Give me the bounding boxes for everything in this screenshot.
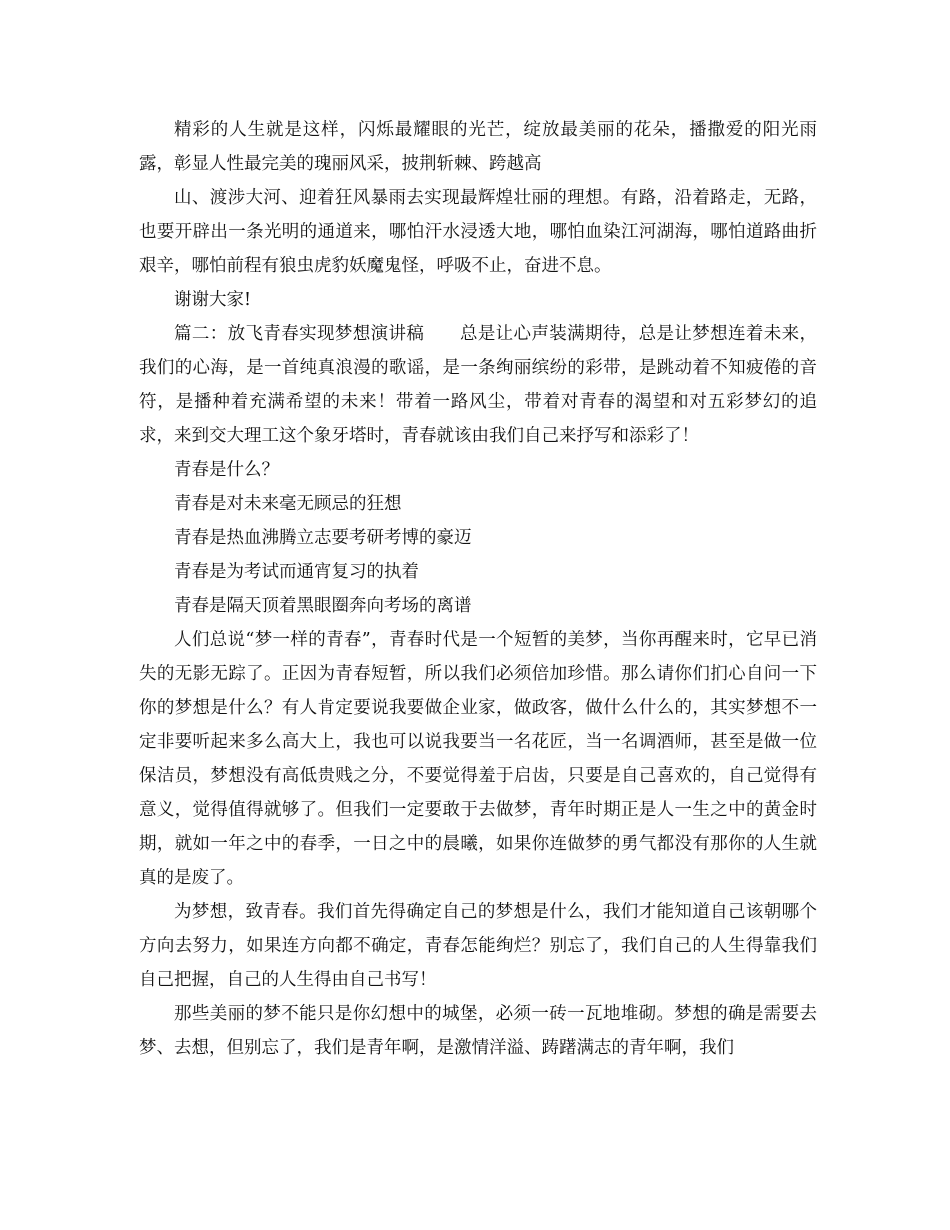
paragraph-5: 青春是什么？ [174,460,279,480]
paragraph-7: 青春是热血沸腾立志要考研考博的豪迈 [174,528,472,548]
paragraph-6: 青春是对未来毫无顾忌的狂想 [174,494,402,514]
paragraph-10: 人们总说“梦一样的青春”，青春时代是一个短暂的美梦，当你再醒来时，它早已消失的无影无踪了。正因为青春短暂，所以我们必须倍加珍惜。那么请你们扪心自问一下你的梦想是什么？有人肯定要说我要做企业家，做政客，做什么什么的，其实梦想不一定非要听起来多么高大上，我也可以说我要当一名花匠，当一名调酒师，甚至是做一位保洁员，梦想没有高低贵贱之分，不要觉得羞于启齿，只要是自己喜欢的，自己觉得有意义，觉得值得就够了。但我们一定要敢于去做梦，青年时期正是人一生之中的黄金时期，就如一年之中的春季，一日之中的晨曦，如果你连做梦的勇气都没有那你的人生就真的是废了。 [139,630,817,888]
paragraph-4: 篇二：放飞青春实现梦想演讲稿 总是让心声装满期待，总是让梦想连着未来，我们的心海，是一首纯真浪漫的歌谣，是一条绚丽缤纷的彩带，是跳动着不知疲倦的音符，是播种着充满希望的未来！带着一路风尘，带着对青春的渴望和对五彩梦幻的追求，来到交大理工这个象牙塔时，青春就该由我们自己来抒写和添彩了！ [139,324,817,446]
paragraph-8: 青春是为考试而通宵复习的执着 [174,562,419,582]
paragraph-3: 谢谢大家! [174,290,252,310]
paragraph-1: 精彩的人生就是这样，闪烁最耀眼的光芒，绽放最美丽的花朵，播撒爱的阳光雨露，彰显人性最完美的瑰丽风采，披荆斩棘、跨越高 [139,120,817,174]
document-body [139,113,817,1065]
paragraph-11: 为梦想，致青春。我们首先得确定自己的梦想是什么，我们才能知道自己该朝哪个方向去努力，如果连方向都不确定，青春怎能绚烂？别忘了，我们自己的人生得靠我们自己把握，自己的人生得由自己书写！ [139,902,817,990]
paragraph-2: 山、渡涉大河、迎着狂风暴雨去实现最辉煌壮丽的理想。有路，沿着路走，无路，也要开辟出一条光明的通道来，哪怕汗水浸透大地，哪怕血染江河湖海，哪怕道路曲折艰辛，哪怕前程有狼虫虎豹妖魔鬼怪，呼吸不止，奋进不息。 [139,188,817,276]
paragraph-9: 青春是隔天顶着黑眼圈奔向考场的离谱 [174,596,472,616]
paragraph-12: 那些美丽的梦不能只是你幻想中的城堡，必须一砖一瓦地堆砌。梦想的确是需要去梦、去想，但别忘了，我们是青年啊，是激情洋溢、踌躇满志的青年啊，我们 [139,1004,817,1058]
